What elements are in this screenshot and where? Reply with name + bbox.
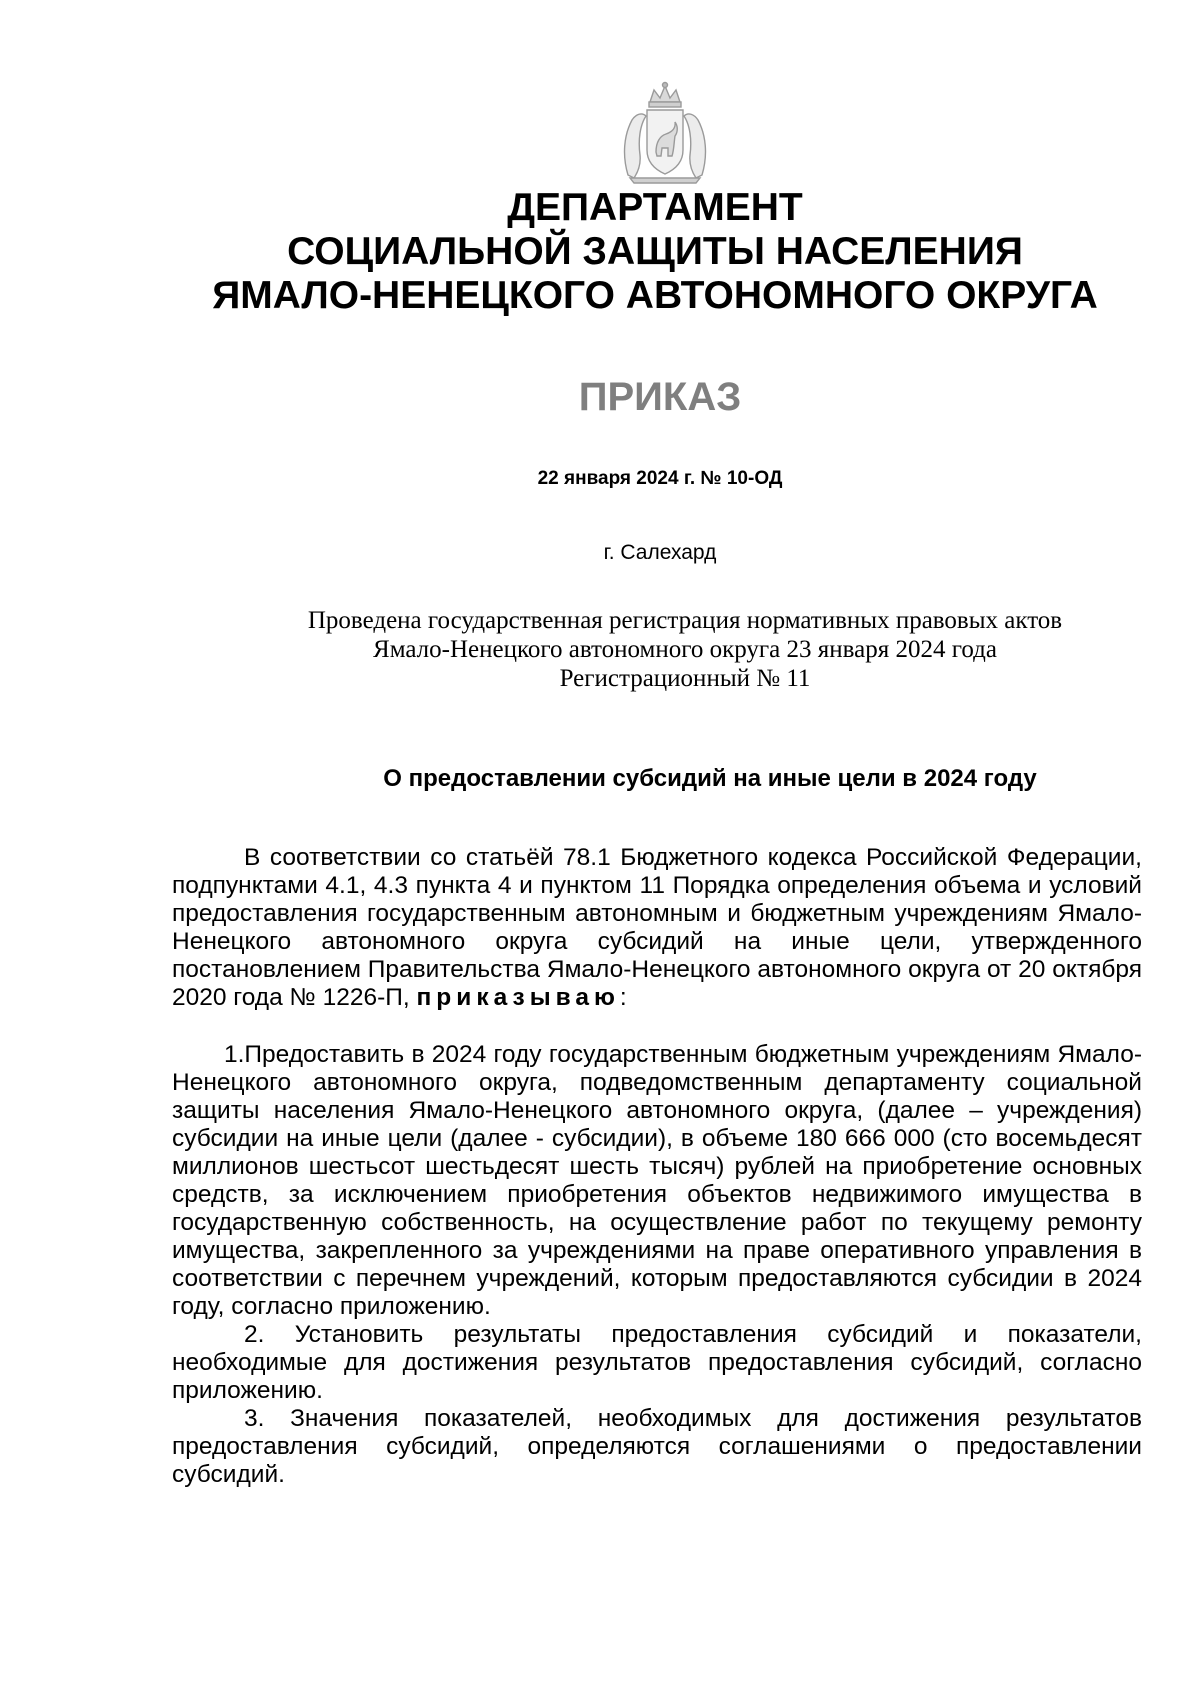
department-title-line-2: СОЦИАЛЬНОЙ ЗАЩИТЫ НАСЕЛЕНИЯ: [287, 230, 1023, 273]
order-subject: О предоставлении субсидий на иные цели в 2024 году: [383, 765, 1037, 792]
paragraph-gap: [172, 1012, 1142, 1041]
order-heading: ПРИКАЗ: [578, 375, 742, 419]
department-title-line-3: ЯМАЛО-НЕНЕЦКОГО АВТОНОМНОГО ОКРУГА: [212, 274, 1098, 317]
preamble-text: В соответствии со статьёй 78.1 Бюджетного кодекса Российской Федерации, подпунктами 4.1, 4.3 пункта 4 и пунктом 11 Порядка определения объема и условий предоставления государственным автономным и бюджетным учреждениям Ямало-Ненецкого автономного округа субсидий на иные цели, утвержденного постановлением Правительства Ямало-Ненецкого автономного округа от 20 октября 2020 года № 1226-П,: [172, 844, 1142, 1011]
order-verb: приказываю: [416, 984, 620, 1011]
registration-line-2: Ямало-Ненецкого автономного округа 23 января 2024 года: [373, 636, 997, 663]
preamble-end: :: [619, 984, 627, 1011]
order-body: [172, 844, 1142, 1489]
registration-line-3: Регистрационный № 11: [559, 665, 811, 692]
coat-of-arms-icon: [620, 80, 710, 185]
order-date-number: 22 января 2024 г. № 10-ОД: [537, 468, 783, 489]
item-3-paragraph: 3. Значения показателей, необходимых для достижения результатов предоставления субсидий, определяются соглашениями о предоставлении субсидий.: [172, 1405, 1142, 1488]
registration-line-1: Проведена государственная регистрация нормативных правовых актов: [307, 607, 1063, 634]
item-1-paragraph: 1.Предоставить в 2024 году государственным бюджетным учреждениям Ямало-Ненецкого автономного округа, подведомственным департаменту социальной защиты населения Ямало-Ненецкого автономного округа, (далее – учреждения) субсидии на иные цели (далее - субсидии), в объеме 180 666 000 (сто восемьдесят миллионов шестьсот шестьдесят шесть тысяч) рублей на приобретение основных средств, за исключением приобретения объектов недвижимого имущества в государственную собственность, на осуществление работ по текущему ремонту имущества, закрепленного за учреждениями на праве оперативного управления в соответствии с перечнем учреждений, которым предоставляются субсидии в 2024 году, согласно приложению.: [172, 1041, 1142, 1320]
department-title: [150, 186, 1160, 318]
department-title-line-1: ДЕПАРТАМЕНТ: [507, 186, 803, 229]
order-city: г. Салехард: [603, 541, 717, 564]
item-2-paragraph: 2. Установить результаты предоставления субсидий и показатели, необходимые для достижения результатов предоставления субсидий, согласно приложению.: [172, 1321, 1142, 1404]
registration-stamp: [250, 606, 1120, 693]
preamble-paragraph: [172, 844, 1142, 1012]
